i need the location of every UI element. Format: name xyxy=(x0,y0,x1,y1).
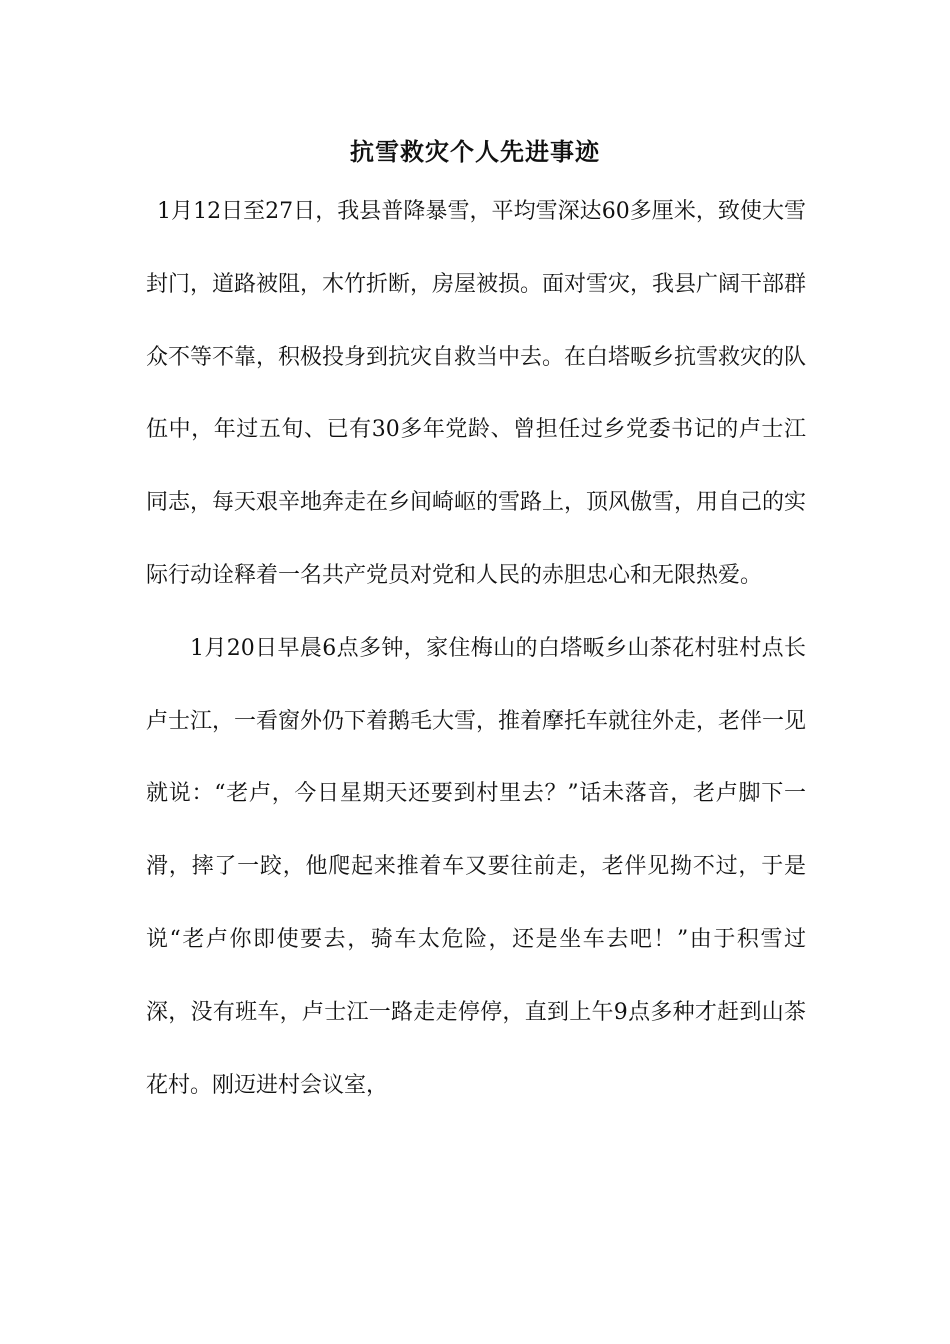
paragraph-2: 1月20日早晨6点多钟，家住梅山的白塔畈乡山茶花村驻村点长卢士江，一看窗外仍下着鹅毛大雪，推着摩托车就往外走，老伴一见就说：“老卢，今日星期天还要到村里去？”话未落音，老卢脚下一滑，摔了一跤，他爬起来推着车又要往前走，老伴见拗不过，于是说“老卢你即使要去，骑车太危险，还是坐车去吧！”由于积雪过深，没有班车，卢士江一路走走停停，直到上午9点多种才赶到山茶花村。刚迈进村会议室， xyxy=(146,635,807,1098)
document-body xyxy=(146,176,806,1122)
document-title: 抗雪救灾个人先进事迹 xyxy=(350,137,600,166)
paragraph-1: 1月12日至27日，我县普降暴雪，平均雪深达60多厘米，致使大雪封门，道路被阻，木竹折断，房屋被损。面对雪灾，我县广阔干部群众不等不靠，积极投身到抗灾自救当中去。在白塔畈乡抗雪救灾的队伍中，年过五旬、已有30多年党龄、曾担任过乡党委书记的卢士江同志，每天艰辛地奔走在乡间崎岖的雪路上，顶风傲雪，用自己的实际行动诠释着一名共产党员对党和人民的赤胆忠心和无限热爱。 xyxy=(146,199,807,588)
